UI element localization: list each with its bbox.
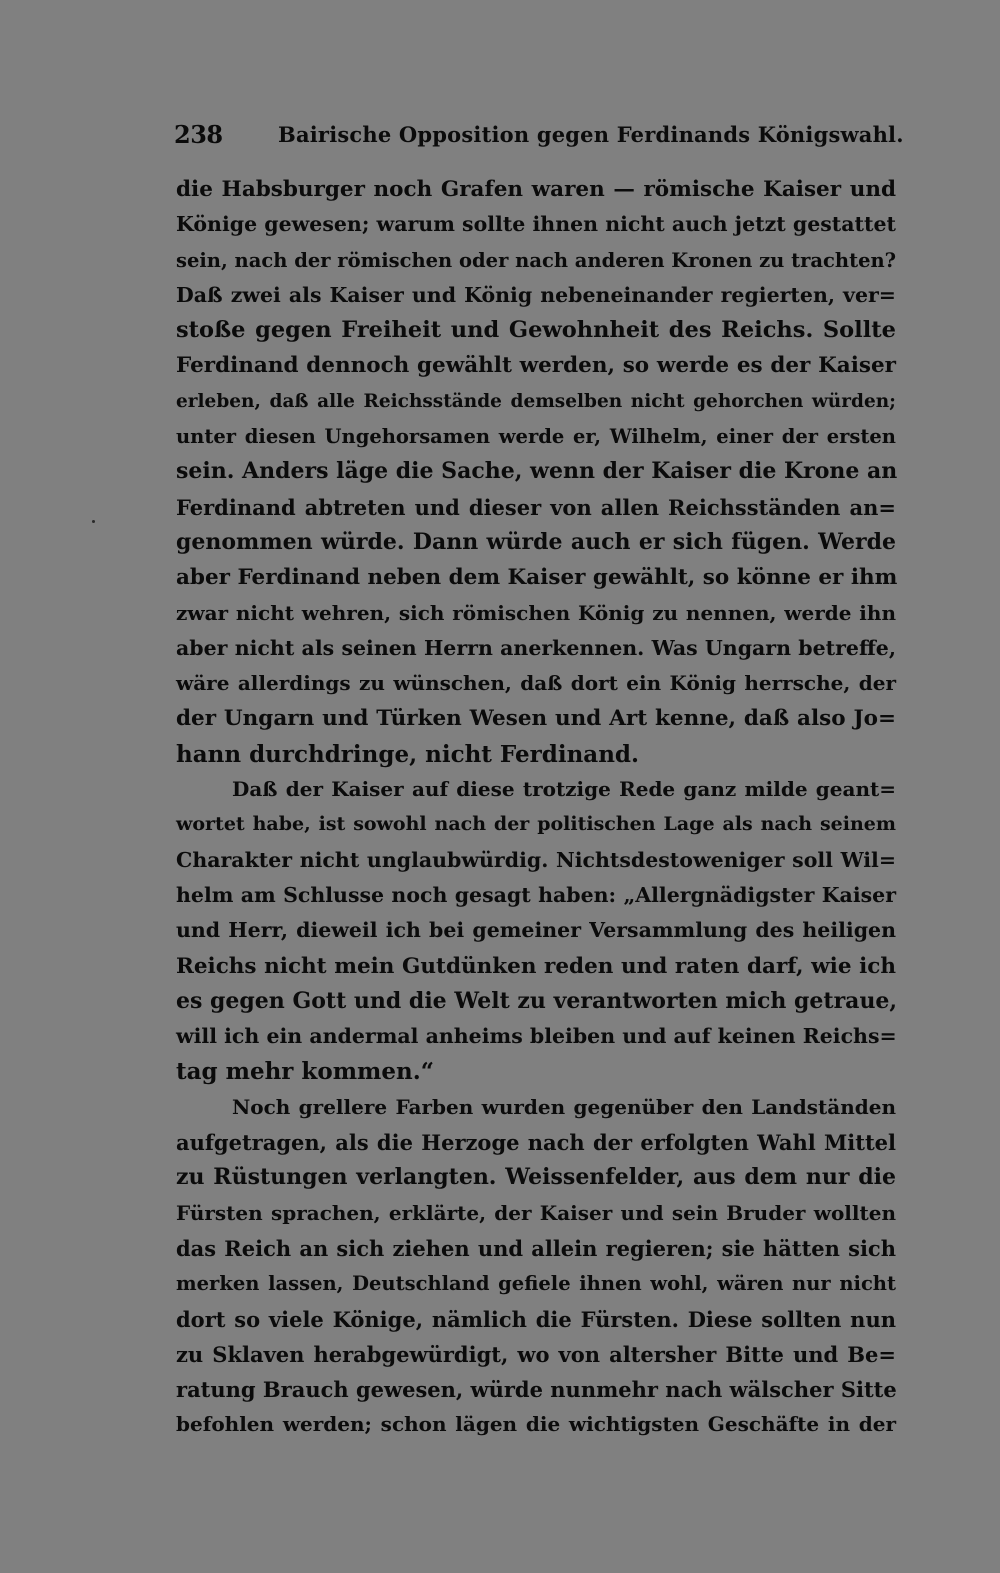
- page-number: 238: [174, 120, 223, 149]
- text-line: Ferdinand abtreten und dieser von allen Reichsständen an=: [176, 494, 896, 520]
- text-line: Charakter nicht unglaubwürdig. Nichtsdestoweniger soll Wil=: [176, 847, 896, 872]
- text-line: helm am Schlusse noch gesagt haben: „Allergnädigster Kaiser: [176, 882, 896, 907]
- body-text: [176, 172, 896, 1443]
- text-line: Fürsten sprachen, erklärte, der Kaiser und sein Bruder wollten: [176, 1200, 896, 1225]
- page-header: [174, 120, 904, 160]
- text-line: Reichs nicht mein Gutdünken reden und raten darf, wie ich: [176, 953, 896, 979]
- text-line: das Reich an sich ziehen und allein regieren; sie hätten sich: [176, 1235, 896, 1261]
- text-line: hann durchdringe, nicht Ferdinand.: [176, 740, 640, 768]
- running-title: Bairische Opposition gegen Ferdinands Königswahl.: [278, 122, 904, 147]
- text-line: genommen würde. Dann würde auch er sich fügen. Werde: [176, 528, 896, 555]
- text-line: sein, nach der römischen oder nach anderen Kronen zu trachten?: [176, 248, 897, 272]
- text-line: Daß der Kaiser auf diese trotzige Rede ganz milde geant=: [232, 777, 896, 802]
- text-line: aber Ferdinand neben dem Kaiser gewählt, so könne er ihm: [176, 565, 898, 591]
- text-line: Könige gewesen; warum sollte ihnen nicht auch jetzt gestattet: [176, 212, 896, 237]
- text-line: stoße gegen Freiheit und Gewohnheit des Reichs. Sollte: [176, 317, 896, 344]
- text-line: tag mehr kommen.“: [176, 1058, 434, 1086]
- paragraph: [176, 1090, 896, 1443]
- text-line: aufgetragen, als die Herzoge nach der erfolgten Wahl Mittel: [176, 1130, 896, 1156]
- text-line: wortet habe, ist sowohl nach der politischen Lage als nach seinem: [176, 813, 896, 836]
- text-line: Daß zwei als Kaiser und König nebeneinander regierten, ver=: [176, 282, 896, 307]
- text-line: zu Rüstungen verlangten. Weissenfelder, aus dem nur die: [176, 1164, 896, 1191]
- text-line: unter diesen Ungehorsamen werde er, Wilhelm, einer der ersten: [176, 425, 896, 449]
- paragraph: [176, 172, 896, 772]
- text-line: wäre allerdings zu wünschen, daß dort ein König herrsche, der: [176, 671, 896, 696]
- text-line: Ferdinand dennoch gewählt werden, so werde es der Kaiser: [176, 353, 896, 379]
- text-line: erleben, daß alle Reichsstände demselben nicht gehorchen würden;: [176, 390, 896, 412]
- text-line: sein. Anders läge die Sache, wenn der Kaiser die Krone an: [176, 458, 898, 485]
- text-line: und Herr, dieweil ich bei gemeiner Versammlung des heiligen: [176, 918, 896, 943]
- text-line: zwar nicht wehren, sich römischen König zu nennen, werde ihn: [176, 600, 896, 625]
- text-line: will ich ein andermal anheims bleiben und auf keinen Reichs=: [176, 1024, 897, 1049]
- text-line: zu Sklaven herabgewürdigt, wo von altersher Bitte und Be=: [176, 1341, 896, 1367]
- text-line: der Ungarn und Türken Wesen und Art kenne, daß also Jo=: [176, 706, 896, 732]
- text-line: merken lassen, Deutschland gefiele ihnen wohl, wären nur nicht: [176, 1272, 896, 1296]
- text-line: die Habsburger noch Grafen waren — römische Kaiser und: [176, 177, 896, 202]
- text-line: Noch grellere Farben wurden gegenüber den Landständen: [232, 1094, 896, 1119]
- text-line: befohlen werden; schon lägen die wichtigsten Geschäfte in der: [176, 1412, 896, 1437]
- text-line: es gegen Gott und die Welt zu verantworten mich getraue,: [176, 987, 898, 1014]
- text-line: dort so viele Könige, nämlich die Fürsten. Diese sollten nun: [176, 1306, 896, 1332]
- paragraph: [176, 772, 896, 1090]
- margin-speck: [92, 520, 95, 523]
- text-line: ratung Brauch gewesen, würde nunmehr nach wälscher Sitte: [176, 1377, 897, 1403]
- text-line: aber nicht als seinen Herrn anerkennen. Was Ungarn betreffe,: [176, 635, 896, 660]
